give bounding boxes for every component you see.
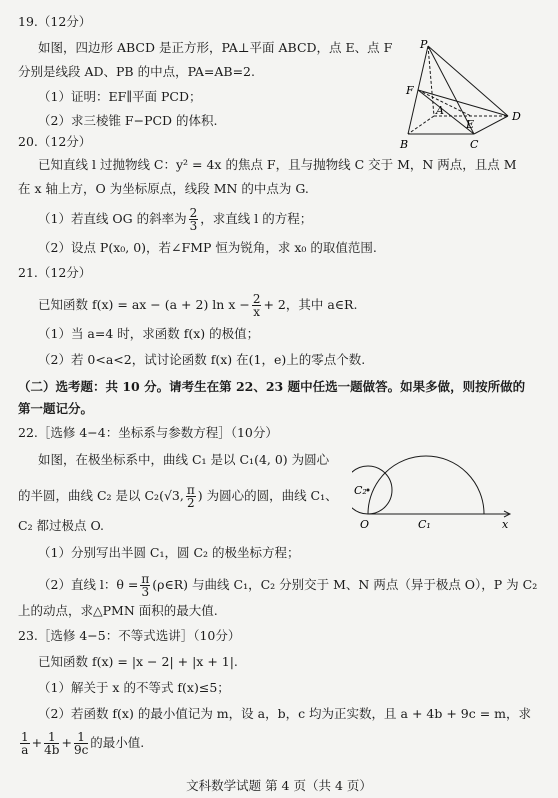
q22-line3: C₂ 都过极点 O. [18, 518, 105, 533]
q23-expression-tail: 的最小值. [90, 735, 145, 750]
fraction-den: x [253, 305, 261, 319]
fraction [186, 484, 196, 509]
label-a: A [436, 104, 444, 117]
q22-line2 [18, 484, 338, 509]
label-p: P [420, 38, 428, 51]
q21-function [38, 293, 357, 318]
label-f: F [406, 84, 414, 97]
q19-header: 19.（12分） [18, 14, 92, 29]
plus-sign: + [61, 735, 72, 750]
q22-part2-text: （2）直线 l：θ = [38, 577, 139, 592]
q21-func-tail: + 2，其中 a∈R. [263, 297, 358, 312]
q23-function: 已知函数 f(x) = |x − 2| + |x + 1|. [38, 654, 238, 669]
fraction-num: 2 [252, 292, 261, 306]
q22-line2-text: 的半圆，曲线 C₂ 是以 C₂(√3, [18, 488, 184, 503]
q22-line1: 如图，在极坐标系中，曲线 C₁ 是以 C₁(4, 0) 为圆心 [38, 452, 330, 467]
elective-note-line1: （二）选考题：共 10 分。请考生在第 22、23 题中任选一题做答。如果多做，则按所做的 [18, 379, 526, 394]
q22-part2-line2: 上的动点，求△PMN 面积的最大值. [18, 603, 218, 618]
fraction-num: 2 [189, 206, 198, 220]
fraction-den: 3 [141, 585, 150, 599]
q20-part1 [38, 207, 312, 232]
q21-header: 21.（12分） [18, 265, 92, 280]
fraction-num: π [141, 572, 150, 586]
q20-part1-text: （1）若直线 OG 的斜率为 [38, 211, 187, 226]
fraction-num: 1 [74, 731, 88, 744]
fraction-num: 1 [21, 730, 29, 744]
label-c1: C₁ [418, 518, 431, 531]
q19-line2: 分别是线段 AD、PB 的中点，PA=AB=2. [18, 64, 255, 79]
page-footer: 文科数学试题 第 4 页（共 4 页） [186, 778, 372, 793]
label-e: E [466, 118, 475, 131]
fraction [140, 573, 150, 598]
q20-line1: 已知直线 l 过抛物线 C：y² = 4x 的焦点 F，且与抛物线 C 交于 M，N 两点，且点 M [38, 157, 517, 172]
q22-part2-tail: (ρ∈R) 与曲线 C₁，C₂ 分别交于 M、N 两点（异于极点 O），P 为 C₂ [152, 577, 538, 592]
pyramid-figure [396, 36, 546, 154]
q22-part1: （1）分别写出半圆 C₁，圆 C₂ 的极坐标方程； [38, 545, 300, 560]
label-x: x [502, 518, 509, 531]
label-o: O [360, 518, 370, 531]
q21-part1: （1）当 a=4 时，求函数 f(x) 的极值； [38, 326, 260, 341]
q20-part1-tail: ，求直线 l 的方程； [200, 211, 313, 226]
label-b: B [400, 138, 409, 151]
elective-note-line2: 第一题记分。 [18, 401, 94, 416]
semicircle-c1 [368, 456, 484, 514]
label-d: D [512, 110, 521, 123]
q21-func-text: 已知函数 f(x) = ax − (a + 2) ln x − [38, 297, 250, 312]
q20-part2: （2）设点 P(x₀, 0)，若∠FMP 恒为锐角，求 x₀ 的取值范围. [38, 240, 377, 255]
q23-expression [18, 731, 144, 756]
q20-line2: 在 x 轴上方，O 为坐标原点，线段 MN 的中点为 G. [18, 181, 309, 196]
q21-part2: （2）若 0<a<2，试讨论函数 f(x) 在(1，e)上的零点个数. [38, 352, 366, 367]
fraction [74, 731, 88, 756]
q19-part2: （2）求三棱锥 F−PCD 的体积. [38, 113, 218, 128]
fraction-den: 3 [189, 219, 198, 233]
fraction-den: 9c [73, 743, 89, 757]
q20-header: 20.（12分） [18, 134, 92, 149]
fraction-num: π [186, 483, 195, 497]
q22-header: 22.［选修 4−4：坐标系与参数方程］（10分） [18, 425, 278, 440]
fraction-den: 4b [44, 743, 60, 757]
q22-line2-tail: ) 为圆心的圆，曲线 C₁、 [197, 488, 338, 503]
fraction [44, 731, 59, 756]
plus-sign: + [31, 735, 43, 750]
c2-center-dot [367, 489, 370, 492]
q22-part2 [38, 573, 537, 598]
q19-line1: 如图，四边形 ABCD 是正方形，PA⊥平面 ABCD，点 E、点 F [38, 40, 393, 55]
fraction-den: 2 [186, 496, 195, 510]
polar-figure [352, 438, 522, 538]
edge-cd [474, 116, 508, 134]
q23-header: 23.［选修 4−5：不等式选讲］（10分） [18, 628, 241, 643]
q23-part1: （1）解关于 x 的不等式 f(x)≤5； [38, 680, 230, 695]
q23-part2: （2）若函数 f(x) 的最小值记为 m，设 a，b，c 均为正实数，且 a + 4b + 9c = m，求 [38, 706, 532, 721]
fraction-den: a [21, 743, 29, 757]
label-c2: C₂ [354, 484, 367, 497]
q19-part1: （1）证明：EF∥平面 PCD； [38, 89, 202, 104]
fraction [252, 293, 262, 318]
fraction-num: 1 [44, 731, 59, 744]
fraction [20, 731, 30, 756]
label-c: C [470, 138, 479, 151]
fraction [189, 207, 199, 232]
